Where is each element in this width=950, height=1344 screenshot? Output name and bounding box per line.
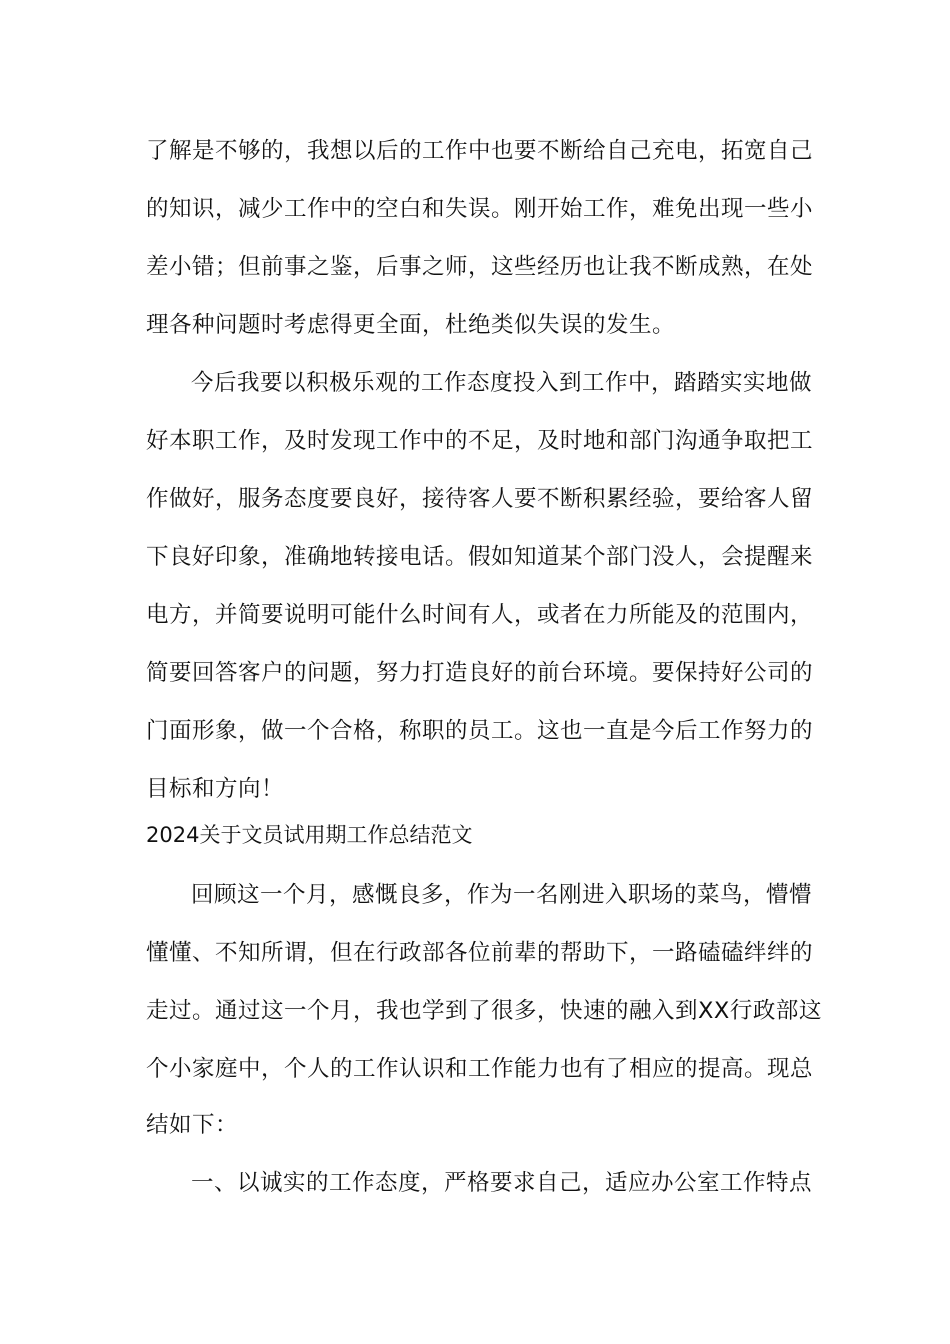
paragraph-3-line-1: 回顾这一个月，感慨良多，作为一名刚进入职场的菜鸟，懵懵 — [191, 882, 813, 908]
paragraph-2-line-8: 目标和方向！ — [146, 776, 285, 802]
paragraph-1-line-3: 差小错；但前事之鉴，后事之师，这些经历也让我不断成熟，在处 — [146, 254, 814, 280]
paragraph-3-line-2: 懂懂、不知所谓，但在行政部各位前辈的帮助下，一路磕磕绊绊的 — [146, 940, 814, 966]
paragraph-2-line-6: 简要回答客户的问题，努力打造良好的前台环境。要保持好公司的 — [146, 660, 814, 686]
paragraph-2-line-3: 作做好，服务态度要良好，接待客人要不断积累经验，要给客人留 — [146, 486, 814, 512]
paragraph-3-line-5: 结如下： — [146, 1112, 239, 1138]
document-heading: 2024关于文员试用期工作总结范文 — [146, 823, 473, 847]
paragraph-2-line-7: 门面形象，做一个合格，称职的员工。这也一直是今后工作努力的 — [146, 718, 814, 744]
paragraph-2-line-4: 下良好印象，准确地转接电话。假如知道某个部门没人，会提醒来 — [146, 544, 814, 570]
paragraph-3-line-3: 走过。通过这一个月，我也学到了很多，快速的融入到XX行政部这 — [146, 998, 822, 1024]
paragraph-2-line-2: 好本职工作，及时发现工作中的不足，及时地和部门沟通争取把工 — [146, 428, 814, 454]
paragraph-1-line-4: 理各种问题时考虑得更全面，杜绝类似失误的发生。 — [146, 312, 676, 338]
section-1-heading: 一、以诚实的工作态度，严格要求自己，适应办公室工作特点 — [191, 1170, 813, 1196]
paragraph-1-line-2: 的知识，减少工作中的空白和失误。刚开始工作，难免出现一些小 — [146, 196, 814, 222]
paragraph-2-line-5: 电方，并简要说明可能什么时间有人，或者在力所能及的范围内， — [146, 602, 814, 628]
paragraph-3-line-4: 个小家庭中，个人的工作认识和工作能力也有了相应的提高。现总 — [146, 1056, 814, 1082]
paragraph-2-line-1: 今后我要以积极乐观的工作态度投入到工作中，踏踏实实地做 — [191, 370, 813, 396]
paragraph-1-line-1: 了解是不够的，我想以后的工作中也要不断给自己充电，拓宽自己 — [146, 138, 814, 164]
